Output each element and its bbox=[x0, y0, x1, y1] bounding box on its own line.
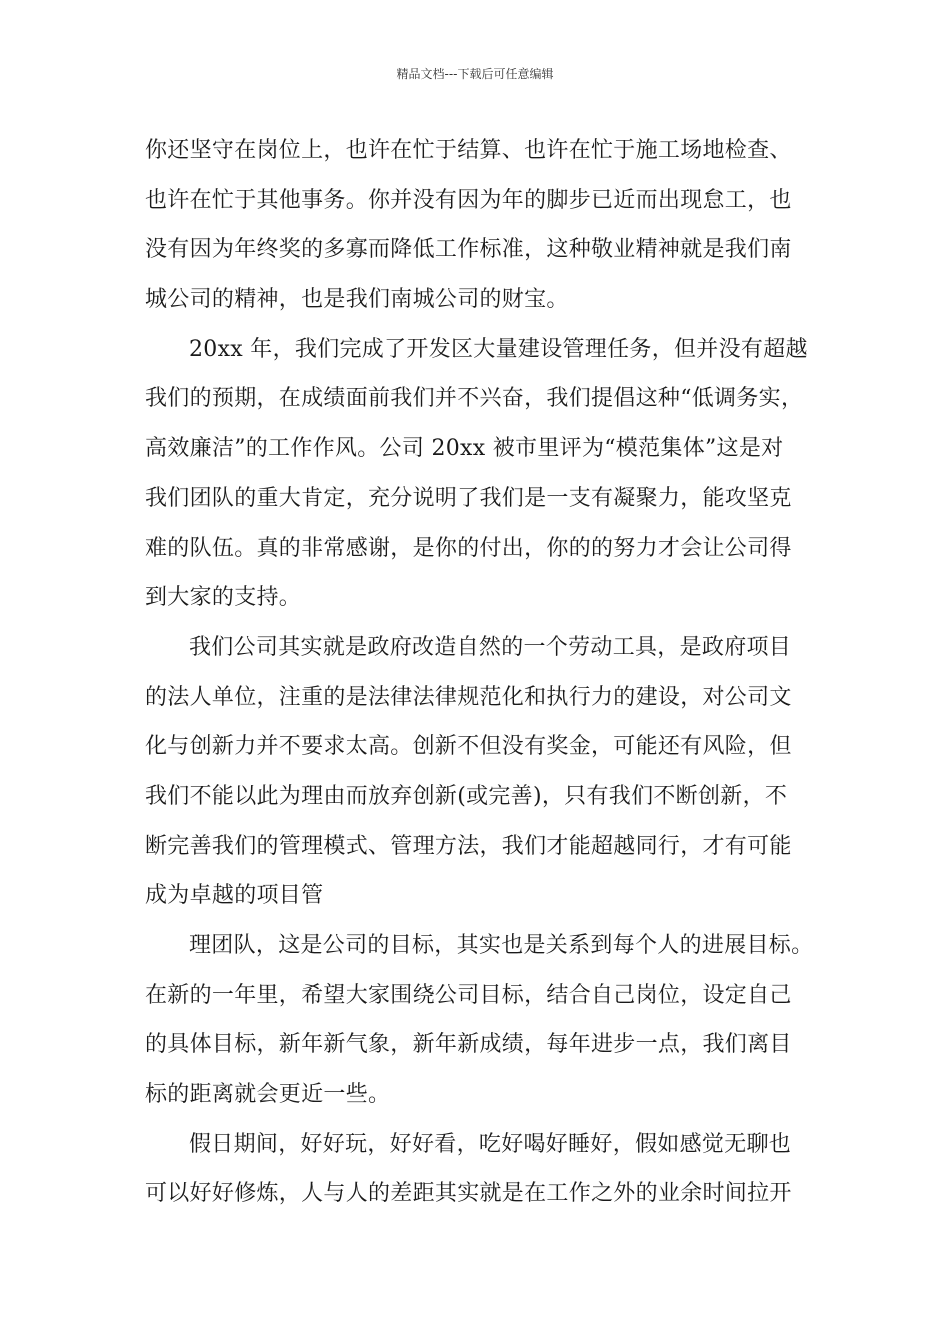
text-line: 的法人单位，注重的是法律法律规范化和执行力的建设，对公司文 bbox=[145, 684, 792, 710]
text-line: 到大家的支持。 bbox=[145, 585, 302, 611]
text-line: 也许在忙于其他事务。你并没有因为年的脚步已近而出现怠工，也 bbox=[145, 187, 792, 213]
document-body bbox=[145, 126, 825, 1219]
text-line: 我们的预期，在成绩面前我们并不兴奋，我们提倡这种“低调务实， bbox=[145, 386, 804, 412]
paragraph-5 bbox=[145, 1120, 825, 1219]
text-line: 我们团队的重大肯定，充分说明了我们是一支有凝聚力，能攻坚克 bbox=[145, 485, 792, 511]
text-line: 我们公司其实就是政府改造自然的一个劳动工具，是政府项目 bbox=[189, 634, 792, 660]
text-line: 的具体目标，新年新气象，新年新成绩，每年进步一点，我们离目 bbox=[145, 1032, 792, 1058]
text-line: 可以好好修炼，人与人的差距其实就是在工作之外的业余时间拉开 bbox=[145, 1181, 792, 1207]
text-line: 假日期间，好好玩，好好看，吃好喝好睡好，假如感觉无聊也 bbox=[189, 1131, 792, 1157]
text-line: 20xx 年，我们完成了开发区大量建设管理任务，但并没有超越 bbox=[189, 336, 808, 362]
paragraph-2 bbox=[145, 325, 825, 623]
text-line: 没有因为年终奖的多寡而降低工作标准，这种敬业精神就是我们南 bbox=[145, 237, 792, 263]
paragraph-1 bbox=[145, 126, 825, 325]
text-line: 标的距离就会更近一些。 bbox=[145, 1082, 391, 1108]
paragraph-4 bbox=[145, 921, 825, 1120]
text-line: 成为卓越的项目管 bbox=[145, 883, 324, 909]
text-line: 断完善我们的管理模式、管理方法，我们才能超越同行，才有可能 bbox=[145, 833, 792, 859]
text-line: 难的队伍。真的非常感谢，是你的付出，你的的努力才会让公司得 bbox=[145, 535, 792, 561]
text-line: 城公司的精神，也是我们南城公司的财宝。 bbox=[145, 287, 569, 313]
page-header: 精品文档---下载后可任意编辑 bbox=[396, 67, 554, 81]
text-line: 高效廉洁”的工作作风。公司 20xx 被市里评为“模范集体”这是对 bbox=[145, 436, 784, 462]
paragraph-3 bbox=[145, 623, 825, 921]
text-line: 化与创新力并不要求太高。创新不但没有奖金，可能还有风险，但 bbox=[145, 734, 792, 760]
text-line: 理团队，这是公司的目标，其实也是关系到每个人的进展目标。 bbox=[189, 933, 814, 958]
text-line: 我们不能以此为理由而放弃创新(或完善)，只有我们不断创新，不 bbox=[145, 783, 788, 809]
text-line: 你还坚守在岗位上，也许在忙于结算、也许在忙于施工场地检查、 bbox=[145, 138, 792, 163]
text-line: 在新的一年里，希望大家围绕公司目标，结合自己岗位，设定自己 bbox=[145, 982, 792, 1008]
